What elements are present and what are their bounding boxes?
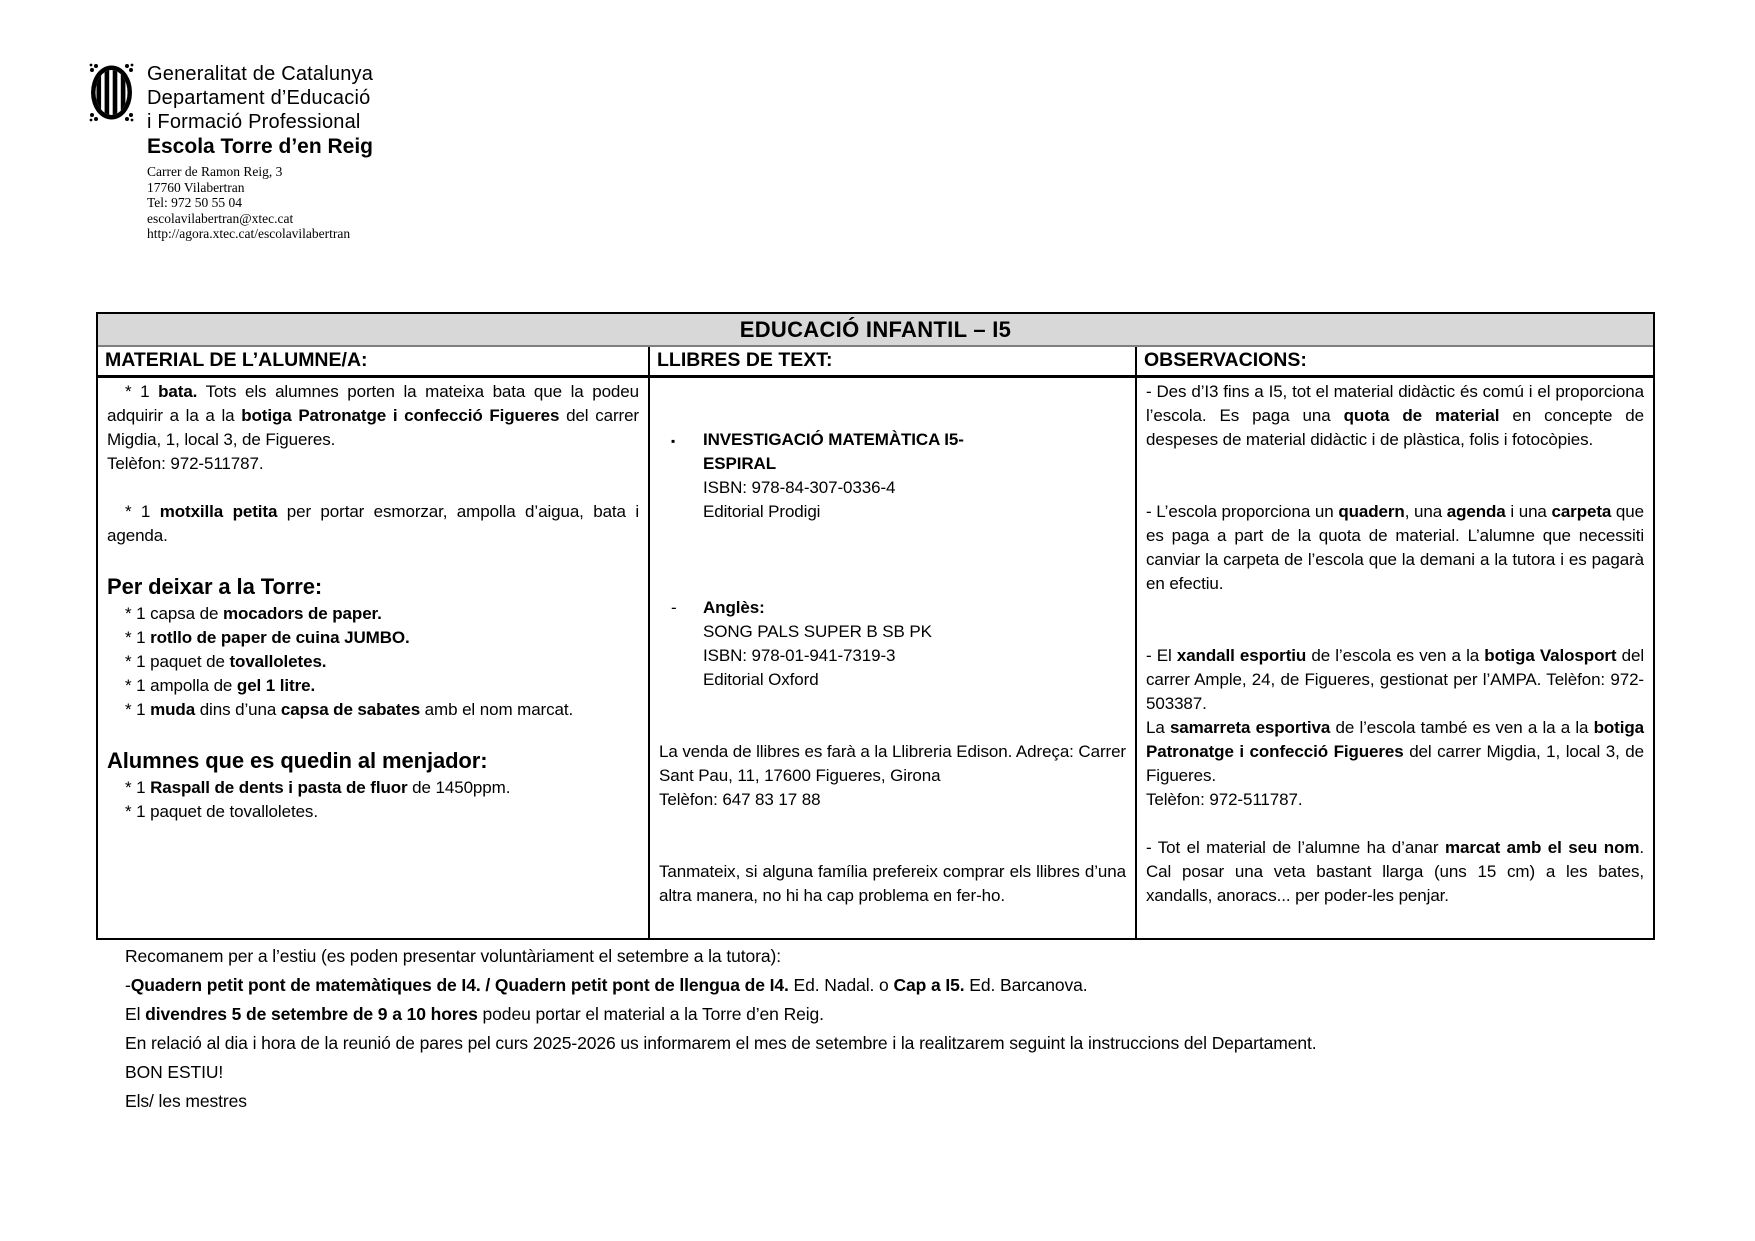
text-block: * 1 capsa de mocadors de paper.: [125, 604, 382, 623]
book-line: ESPIRAL: [703, 454, 776, 473]
address-line: Tel: 972 50 55 04: [147, 195, 243, 210]
table-title: EDUCACIÓ INFANTIL – I5: [98, 314, 1653, 347]
footer-line: Recomanem per a l’estiu (es poden presentar voluntàriament el setembre a la tutora):: [125, 946, 781, 966]
blank-line: [107, 548, 639, 572]
address-line: 17760 Vilabertran: [147, 179, 245, 195]
table-body-row: [98, 378, 1653, 938]
text-block: - L’escola proporciona un quadern, una agenda i una carpeta que es paga a part de la quota de material. L’alumne que necessiti canviar la carpeta de l’escola que la demani a la tutora i es pagarà en efectiu.: [1146, 502, 1644, 593]
blank-line: [659, 404, 1126, 428]
text-block: * 1 paquet de tovalloletes.: [125, 652, 327, 671]
blank-line: [659, 524, 1126, 548]
text-block: * 1 motxilla petita per portar esmorzar, ampolla d’aigua, bata i agenda.: [107, 502, 640, 545]
book-line: INVESTIGACIÓ MATEMÀTICA I5-: [703, 430, 964, 449]
blank-line: [659, 812, 1126, 836]
org-line: Departament d’Educació: [147, 87, 371, 109]
blank-line: [107, 476, 639, 500]
letterhead: [88, 62, 373, 242]
book-line: Editorial Prodigi: [703, 502, 821, 521]
org-line: Generalitat de Catalunya: [147, 63, 374, 85]
letterhead-text: [147, 62, 373, 242]
book-entry: [659, 596, 1126, 692]
text-block: Tanmateix, si alguna família prefereix comprar els llibres d’una altra manera, no hi ha cap problema en fer-ho.: [659, 862, 1126, 905]
column-header-material: MATERIAL DE L’ALUMNE/A:: [105, 349, 368, 371]
text-block: - Tot el material de l’alumne ha d’anar marcat amb el seu nom. Cal posar una veta bastant llarga (uns 15 cm) a les bates, xandalls, anoracs... per poder-les penjar.: [1146, 838, 1645, 905]
blank-line: [659, 572, 1126, 596]
bullet-marker: -: [671, 598, 677, 617]
book-line: Editorial Oxford: [703, 670, 819, 689]
column-material-body: [98, 378, 648, 938]
text-block: La venda de llibres es farà a la Llibreria Edison. Adreça: Carrer Sant Pau, 11, 17600 Figueres, Girona: [659, 742, 1126, 785]
blank-line: [659, 548, 1126, 572]
footer-line: En relació al dia i hora de la reunió de pares pel curs 2025-2026 us informarem el mes de setembre i la realitzarem seguint la instruccions del Departament.: [125, 1033, 1317, 1053]
text-block: La samarreta esportiva de l’escola també es ven a la a la botiga Patronatge i confecció Figueres del carrer Migdia, 1, local 3, de Figueres.: [1146, 718, 1644, 785]
text-block: * 1 ampolla de gel 1 litre.: [125, 676, 316, 695]
blank-line: [1146, 452, 1644, 476]
blank-line: [1146, 812, 1644, 836]
text-block: * 1 muda dins d’una capsa de sabates amb el nom marcat.: [125, 700, 574, 719]
blank-line: [659, 716, 1126, 740]
book-line: ISBN: 978-01-941-7319-3: [703, 646, 896, 665]
book-line: ISBN: 978-84-307-0336-4: [703, 478, 896, 497]
text-block: * 1 Raspall de dents i pasta de fluor de 1450ppm.: [125, 778, 511, 797]
column-llibres-body: [648, 378, 1135, 938]
footer-notes: [125, 942, 1645, 1116]
footer-line: Els/ les mestres: [125, 1091, 247, 1111]
text-block: - Des d’I3 fins a I5, tot el material didàctic és comú i el proporciona l’escola. Es paga una quota de material en concepte de despeses de material didàctic i de plàstica, folis i fotocòpies.: [1146, 382, 1644, 449]
org-line: i Formació Professional: [147, 111, 361, 133]
address-line: http://agora.xtec.cat/escolavilabertran: [147, 226, 351, 241]
blank-line: [107, 722, 639, 746]
text-block: * 1 paquet de tovalloletes.: [125, 802, 318, 821]
column-observacions-body: [1135, 378, 1653, 938]
blank-line: [659, 380, 1126, 404]
bullet-marker: ▪: [671, 434, 676, 448]
text-block: Telèfon: 647 83 17 88: [659, 790, 821, 809]
footer-line: -Quadern petit pont de matemàtiques de I4. / Quadern petit pont de llengua de I4. Ed. Nadal. o Cap a I5. Ed. Barcanova.: [125, 975, 1088, 995]
footer-line: El divendres 5 de setembre de 9 a 10 hores podeu portar el material a la Torre d’en Reig.: [125, 1004, 824, 1024]
section-heading: Alumnes que es quedin al menjador:: [107, 748, 488, 773]
blank-line: [659, 836, 1126, 860]
school-name: Escola Torre d’en Reig: [147, 135, 374, 158]
text-block: Telèfon: 972-511787.: [1146, 790, 1303, 809]
blank-line: [659, 692, 1126, 716]
text-block: Telèfon: 972-511787.: [107, 454, 264, 473]
column-header-llibres: LLIBRES DE TEXT:: [648, 347, 1135, 375]
book-entry: [659, 428, 1126, 524]
school-address: [147, 164, 373, 242]
text-block: * 1 bata. Tots els alumnes porten la mateixa bata que la podeu adquirir a la a la botiga Patronatge i confecció Figueres del carrer Migdia, 1, local 3, de Figueres.: [107, 382, 639, 449]
table-header-row: [98, 347, 1653, 378]
address-line: escolavilabertran@xtec.cat: [147, 210, 294, 226]
book-line: Anglès:: [703, 598, 765, 617]
blank-line: [1146, 596, 1644, 620]
footer-line: BON ESTIU!: [125, 1062, 224, 1082]
text-block: * 1 rotllo de paper de cuina JUMBO.: [125, 628, 410, 647]
blank-line: [1146, 620, 1644, 644]
address-line: Carrer de Ramon Reig, 3: [147, 164, 283, 179]
section-heading: Per deixar a la Torre:: [107, 574, 323, 599]
course-table: [96, 312, 1655, 940]
column-header-observacions: OBSERVACIONS:: [1135, 347, 1653, 375]
text-block: - El xandall esportiu de l’escola es ven a la botiga Valosport del carrer Ample, 24, de Figueres, gestionat per l’AMPA. Telèfon: 972-503387.: [1146, 646, 1645, 713]
book-line: SONG PALS SUPER B SB PK: [703, 622, 932, 641]
blank-line: [1146, 476, 1644, 500]
generalitat-senyera-logo-icon: [88, 62, 135, 123]
